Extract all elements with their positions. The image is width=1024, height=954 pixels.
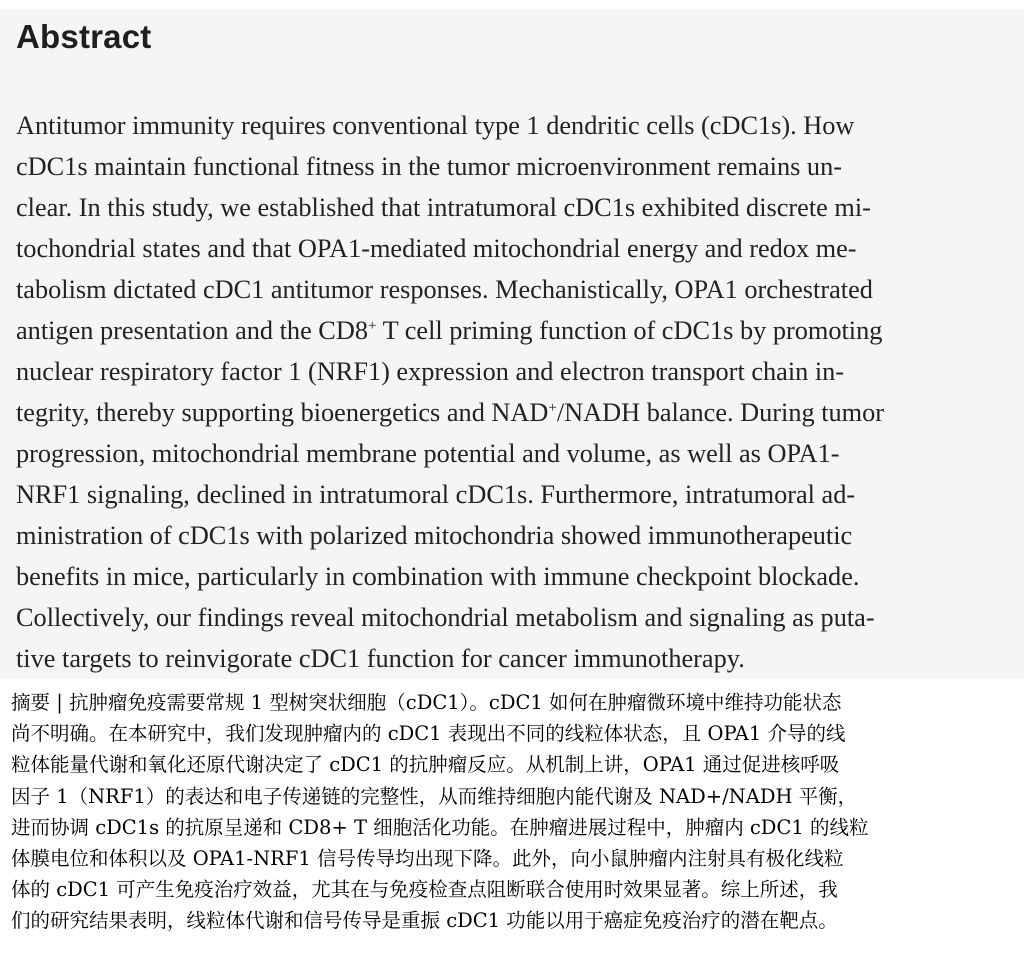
abstract-heading: Abstract	[16, 18, 152, 55]
chinese-translation	[0, 679, 1024, 954]
translation-line: 因子 1（NRF1）的表达和电子传递链的完整性，从而维持细胞内能代谢及 NAD+/NADH 平衡，	[11, 784, 858, 808]
abstract-text: /NADH balance. During tumor	[556, 398, 885, 427]
abstract-line: clear. In this study, we established that intratumoral cDC1s exhibited discrete mi-	[16, 193, 871, 222]
translation-line: 们的研究结果表明，线粒体代谢和信号传导是重振 cDC1 功能以用于癌症免疫治疗的潜在靶点。	[11, 909, 838, 933]
abstract-line: tabolism dictated cDC1 antitumor responses. Mechanistically, OPA1 orchestrated	[16, 275, 873, 304]
abstract-line: NRF1 signaling, declined in intratumoral cDC1s. Furthermore, intratumoral ad-	[16, 480, 856, 509]
abstract-line: benefits in mice, particularly in combination with immune checkpoint blockade.	[16, 562, 860, 591]
translation-line: 体膜电位和体积以及 OPA1-NRF1 信号传导均出现下降。此外，向小鼠肿瘤内注射具有极化线粒	[11, 846, 844, 870]
abstract-line: progression, mitochondrial membrane potential and volume, as well as OPA1-	[16, 439, 840, 468]
abstract-line: nuclear respiratory factor 1 (NRF1) expression and electron transport chain in-	[16, 357, 845, 386]
translation-line: 体的 cDC1 可产生免疫治疗效益，尤其在与免疫检查点阻断联合使用时效果显著。综上所述，我	[11, 878, 838, 902]
translation-line: 粒体能量代谢和氧化还原代谢决定了 cDC1 的抗肿瘤反应。从机制上讲，OPA1 通过促进核呼吸	[11, 753, 840, 777]
abstract-line	[16, 310, 1008, 351]
translation-line: 摘要 | 抗肿瘤免疫需要常规 1 型树突状细胞（cDC1）。cDC1 如何在肿瘤微环境中维持功能状态	[11, 691, 842, 714]
abstract-line: ministration of cDC1s with polarized mitochondria showed immunotherapeutic	[16, 521, 853, 550]
abstract-line: cDC1s maintain functional fitness in the tumor microenvironment remains un-	[16, 152, 842, 181]
abstract-line: Collectively, our findings reveal mitochondrial metabolism and signaling as puta-	[16, 603, 875, 632]
abstract-line: Antitumor immunity requires conventional type 1 dendritic cells (cDC1s). How	[16, 111, 855, 140]
abstract-text: tegrity, thereby supporting bioenergetics and NAD	[16, 398, 549, 427]
abstract-line	[16, 392, 1008, 433]
translation-line: 尚不明确。在本研究中，我们发现肿瘤内的 cDC1 表现出不同的线粒体状态，且 OPA1 介导的线	[11, 722, 846, 746]
abstract-line: tive targets to reinvigorate cDC1 function for cancer immunotherapy.	[16, 644, 745, 673]
superscript-plus: +	[368, 318, 377, 334]
top-strip	[0, 0, 1024, 9]
abstract-body	[16, 105, 1008, 679]
abstract-text: antigen presentation and the CD8	[16, 316, 368, 345]
translation-line: 进而协调 cDC1s 的抗原呈递和 CD8+ T 细胞活化功能。在肿瘤进展过程中，肿瘤内 cDC1 的线粒	[11, 815, 869, 839]
abstract-text: T cell priming function of cDC1s by promoting	[376, 316, 883, 345]
superscript-plus: +	[548, 400, 557, 416]
abstract-section	[0, 9, 1024, 679]
abstract-line: tochondrial states and that OPA1-mediated mitochondrial energy and redox me-	[16, 234, 857, 263]
